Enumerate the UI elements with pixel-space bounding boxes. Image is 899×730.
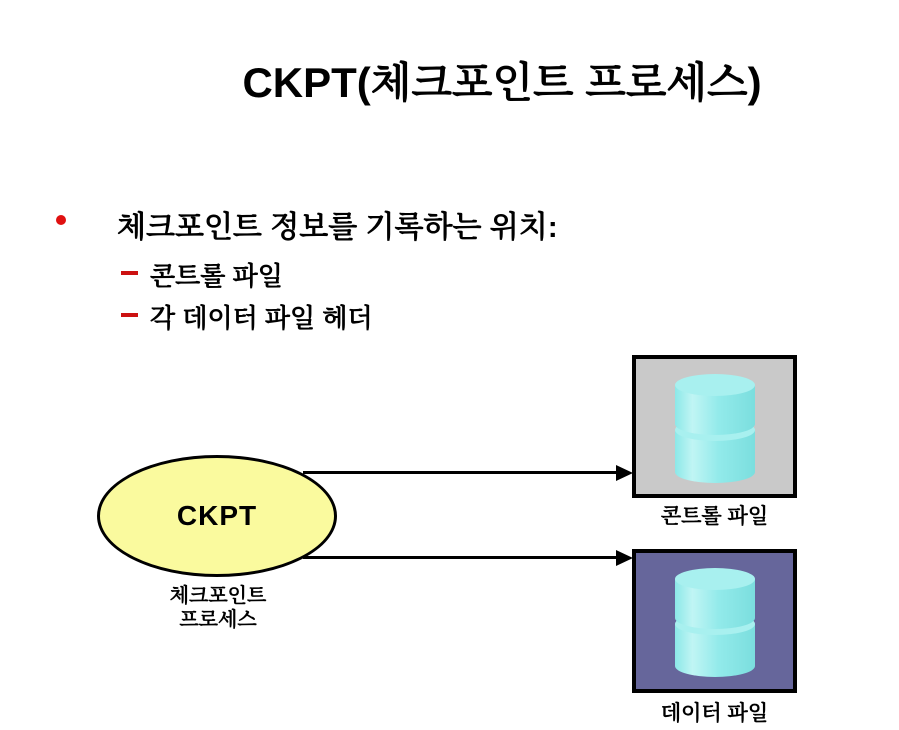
arrow-to-data-file-line [303,556,618,559]
caption-line: 프로세스 [179,609,257,631]
control-file-label: 콘트롤 파일 [660,505,769,528]
dash-marker-icon [121,313,138,317]
bullet-marker-icon [56,215,66,225]
ckpt-process-label: CKPT [176,500,258,531]
arrow-to-data-file-head-icon [616,550,633,566]
ckpt-process-node [97,455,337,577]
control-file-box [632,355,797,498]
data-file-label: 데이터 파일 [660,702,769,725]
caption-line: 체크포인트 [169,585,267,607]
arrow-to-control-file-head-icon [616,465,633,481]
ckpt-process-caption [118,584,318,632]
data-file-box [632,549,797,693]
bullet-main-text: 체크포인트 정보를 기록하는 위치: [117,211,558,244]
sub-bullet-text: 각 데이터 파일 헤더 [150,303,373,333]
sub-bullet-text: 콘트롤 파일 [150,261,283,291]
arrow-to-control-file-line [303,471,618,474]
slide-title: CKPT(체크포인트 프로세스) [242,59,762,106]
dash-marker-icon [121,271,138,275]
database-cylinders-icon [669,566,761,678]
database-cylinders-icon [669,372,761,484]
